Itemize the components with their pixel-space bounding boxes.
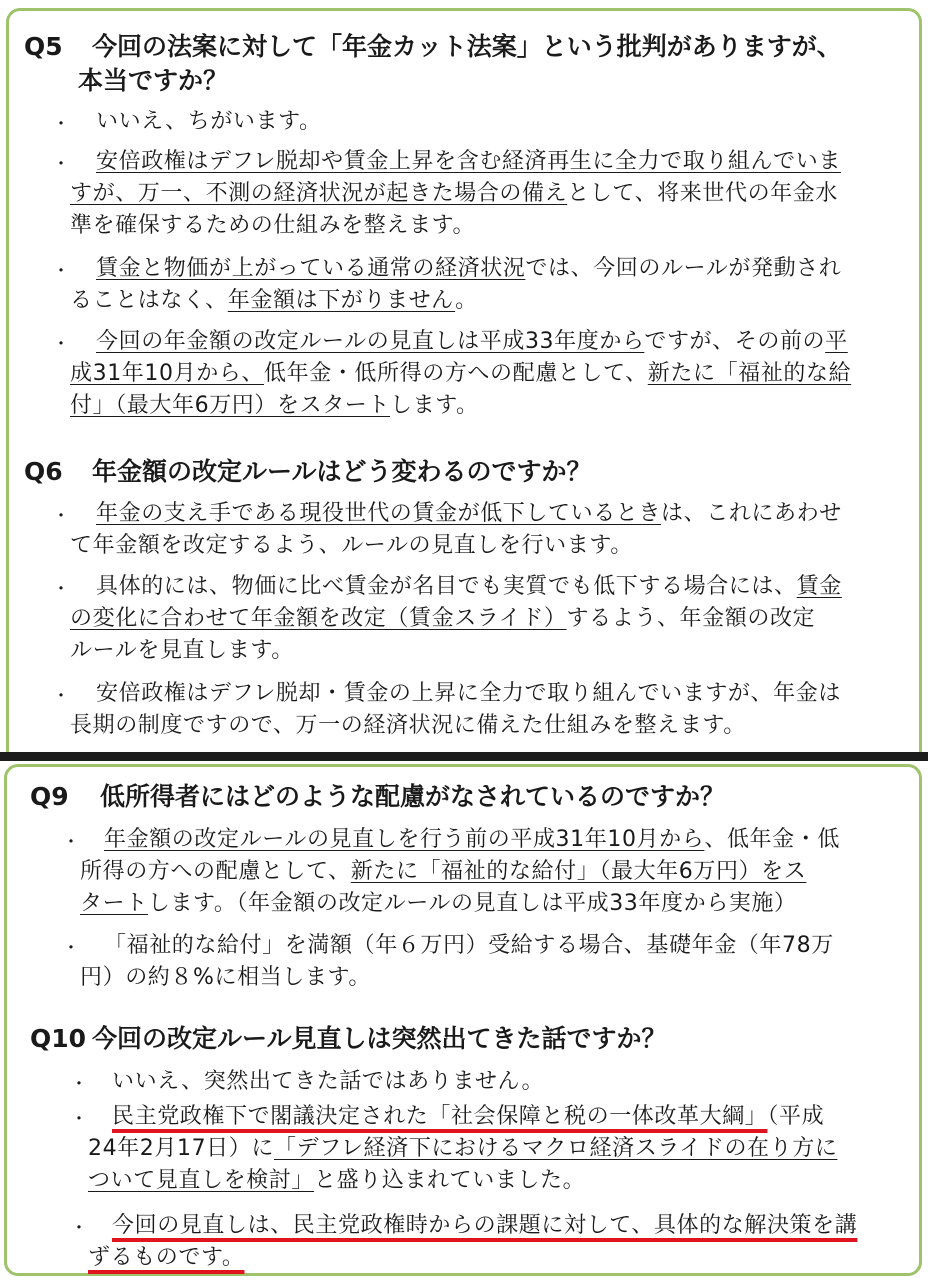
q10-heading	[30, 1022, 667, 1056]
q6-title: 年金額の改定ルールはどう変わるのですか？	[92, 457, 592, 486]
bullet-icon: ・	[52, 114, 70, 135]
bullet-icon: ・	[62, 938, 80, 959]
q9-bullet2-line2: 円）の約８%に相当します。	[80, 965, 371, 990]
q10-bullet3-line2: ずるものです。	[88, 1245, 245, 1270]
q5-bullet2-line2: すが、万一、不測の経済状況が起きた場合の備えとして、将来世代の年金水	[70, 181, 838, 206]
q9-bullet1-line2: 所得の方への配慮として、新たに「福祉的な給付」（最大年6万円）をス	[80, 859, 807, 884]
q5-heading	[24, 30, 842, 64]
q10-bullet2-line3: ついて見直しを検討」と盛り込まれていました。	[88, 1168, 586, 1193]
q9-bullet2-line1: 「福祉的な給付」を満額（年６万円）受給する場合、基礎年金（年78万	[104, 933, 834, 958]
q6-bullet3-line1: 安倍政権はデフレ脱却・賃金の上昇に全力で取り組んでいますが、年金は	[96, 681, 841, 706]
q5-number: Q5	[24, 32, 63, 61]
bullet-icon: ・	[52, 261, 70, 282]
bullet-icon: ・	[52, 506, 70, 527]
q6-bullet2-line1: 具体的には、物価に比べ賃金が名目でも実質でも低下する場合には、賃金	[96, 574, 842, 599]
q6-bullet1-line1: 年金の支え手である現役世代の賃金が低下しているときは、これにあわせ	[96, 501, 842, 526]
q10-bullet2-line2: 24年2月17日）に「デフレ経済下におけるマクロ経済スライドの在り方に	[88, 1136, 838, 1161]
q9-bullet1-line3: タートします。（年金額の改定ルールの見直しは平成33年度から実施）	[80, 891, 797, 916]
q6-number: Q6	[24, 457, 63, 486]
q9-title: 低所得者にはどのような配慮がなされているのですか？	[100, 782, 726, 811]
q10-bullet3-line1: 今回の見直しは、民主党政権時からの課題に対して、具体的な解決策を講	[112, 1213, 858, 1238]
q5-title-line1: 今回の法案に対して「年金カット法案」という批判がありますが、	[92, 32, 842, 61]
bullet-icon: ・	[70, 1218, 88, 1239]
q5-bullet4-line1: 今回の年金額の改定ルールの見直しは平成33年度からですが、その前の平	[96, 329, 848, 354]
q5-bullet4-line2: 成31年10月から、低年金・低所得の方への配慮として、新たに「福祉的な給	[70, 361, 852, 386]
q6-bullet2-line2: の変化に合わせて年金額を改定（賃金スライド）するよう、年金額の改定	[70, 606, 816, 631]
q5-bullet4-line3: 付」（最大年6万円）をスタートします。	[70, 393, 479, 418]
q5-bullet3-line2: ることはなく、年金額は下がりません。	[70, 288, 478, 313]
bullet-icon: ・	[70, 1074, 88, 1095]
bullet-icon: ・	[52, 334, 70, 355]
q5-bullet2-line1: 安倍政権はデフレ脱却や賃金上昇を含む経済再生に全力で取り組んでいま	[96, 149, 841, 174]
q6-bullet3-line2: 長期の制度ですので、万一の経済状況に備えた仕組みを整えます。	[70, 713, 746, 738]
q5-bullet3-line1: 賃金と物価が上がっている通常の経済状況では、今回のルールが発動され	[96, 256, 842, 281]
q9-bullet1-line1: 年金額の改定ルールの見直しを行う前の平成31年10月から、低年金・低	[104, 827, 840, 852]
q5-title-line2: 本当ですか？	[78, 66, 229, 95]
q6-bullet2-line3: ルールを見直します。	[70, 638, 294, 663]
panel-divider	[0, 752, 928, 761]
q10-bullet2-line1: 民主党政権下で閣議決定された「社会保障と税の一体改革大綱」（平成	[112, 1104, 825, 1129]
q9-heading	[30, 780, 725, 814]
q10-title: 今回の改定ルール見直しは突然出てきた話ですか？	[92, 1024, 667, 1053]
bullet-icon: ・	[70, 1109, 88, 1130]
q10-bullet1: いいえ、突然出てきた話ではありません。	[112, 1069, 545, 1094]
q6-bullet1-line2: て年金額を改定するよう、ルールの見直しを行います。	[70, 533, 633, 558]
bullet-icon: ・	[52, 579, 70, 600]
q9-number: Q9	[30, 782, 69, 811]
bullet-icon: ・	[52, 154, 70, 175]
q10-number: Q10	[30, 1024, 87, 1053]
bullet-icon: ・	[62, 832, 80, 853]
bullet-icon: ・	[52, 686, 70, 707]
q6-heading	[24, 455, 592, 489]
q5-bullet1: いいえ、ちがいます。	[96, 109, 322, 134]
q5-bullet2-line3: 準を確保するための仕組みを整えます。	[70, 213, 476, 238]
